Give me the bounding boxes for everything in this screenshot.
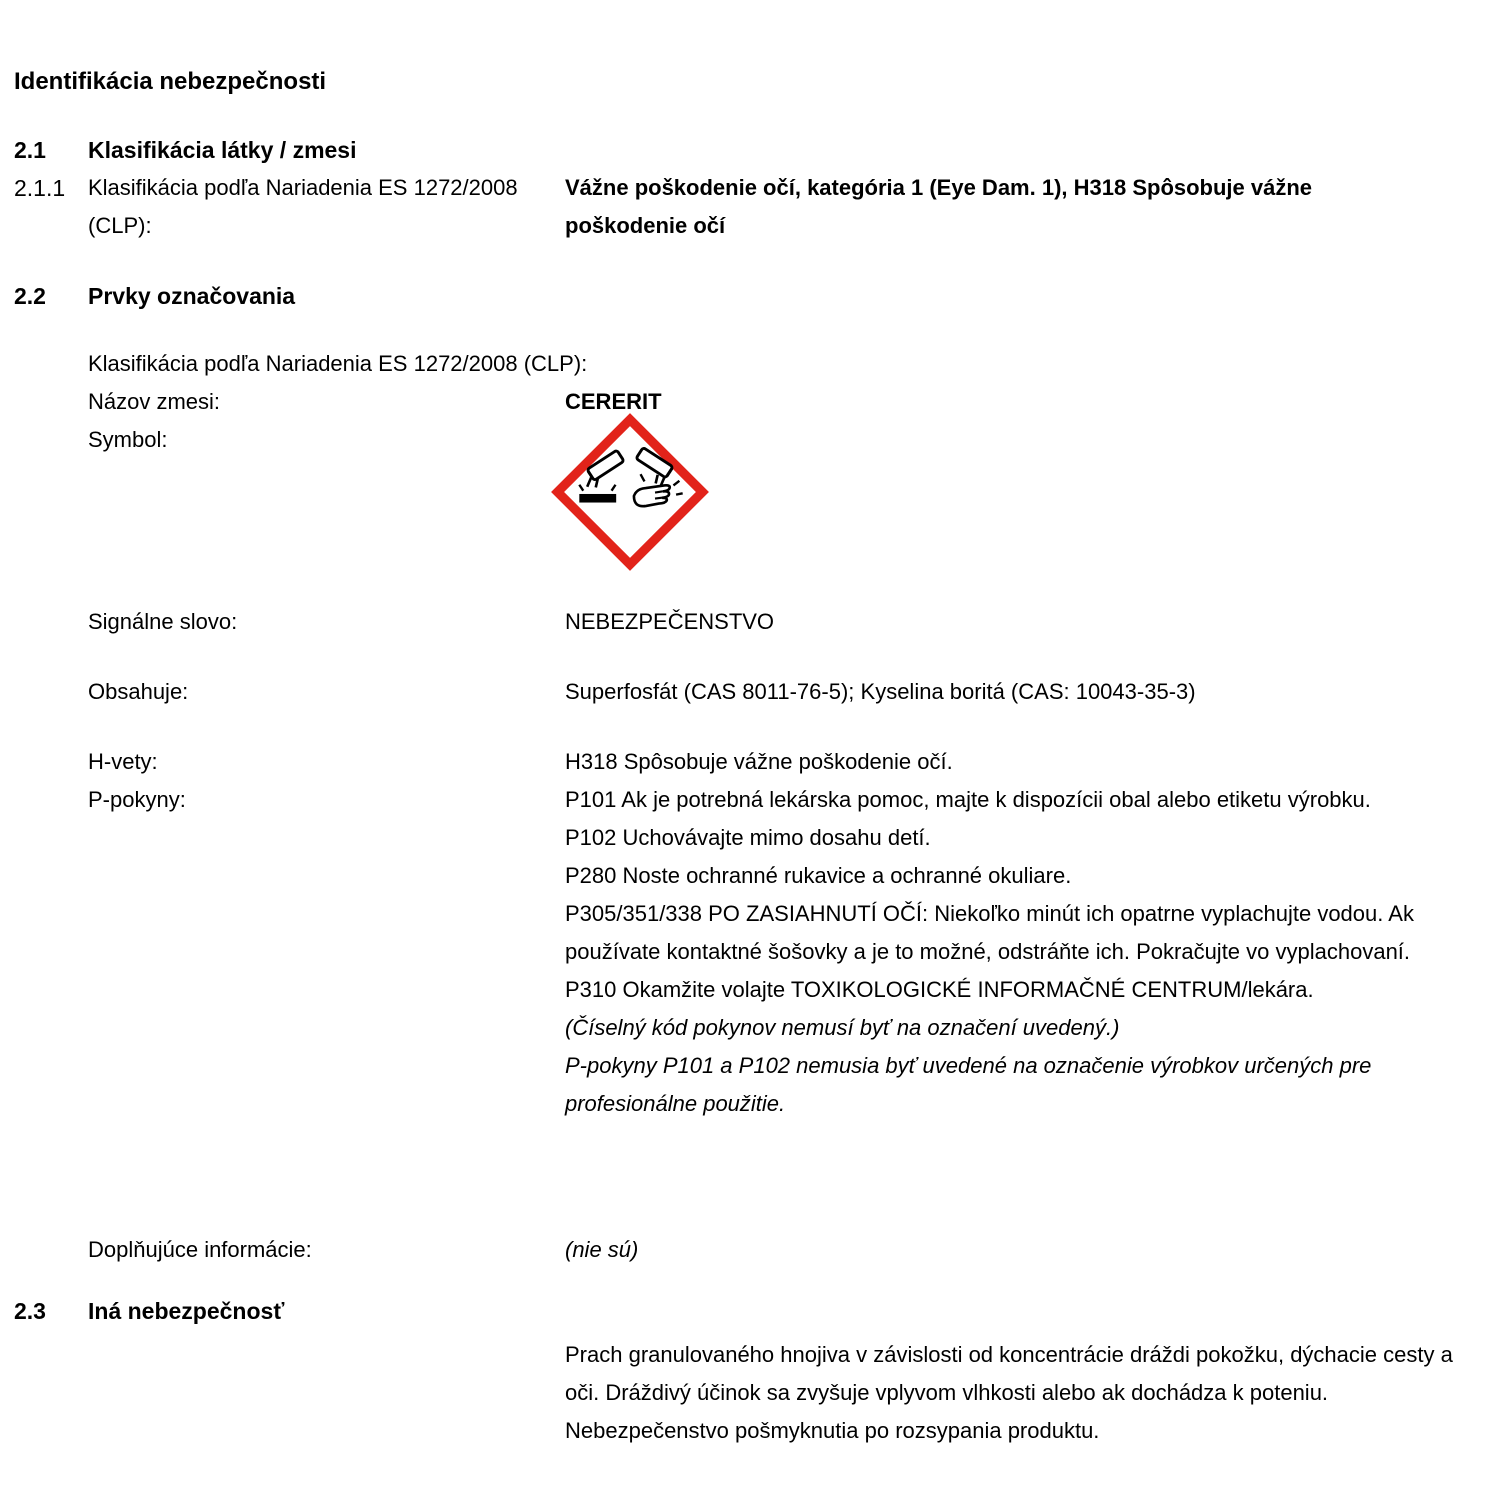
mixture-name-label: Názov zmesi:	[88, 389, 221, 414]
signal-word-value: NEBEZPEČENSTVO	[565, 609, 775, 634]
section-2-2-number: 2.2	[14, 283, 46, 309]
section-2-2-title: Prvky označovania	[88, 283, 296, 309]
mixture-name-value: CERERIT	[565, 389, 662, 414]
supplementary-info-label: Doplňujúce informácie:	[88, 1237, 312, 1262]
supplementary-info-value: (nie sú)	[565, 1237, 639, 1262]
clp-heading-line: Klasifikácia podľa Nariadenia ES 1272/2008 (CLP):	[88, 351, 588, 376]
p-statements-label: P-pokyny:	[88, 787, 186, 812]
p-statement-line: P102 Uchovávajte mimo dosahu detí.	[565, 825, 931, 850]
clp-classification-label: Klasifikácia podľa Nariadenia ES 1272/2008 (CLP):	[88, 175, 518, 238]
section-2-3-text: Prach granulovaného hnojiva v závislosti od koncentrácie dráždi pokožku, dýchacie cesty a oči. Dráždivý účinok sa zvyšuje vplyvom vlhkosti alebo ak dochádza k poteniu. Nebezpečenstvo pošmyknutia po rozsypania produktu.	[565, 1342, 1453, 1443]
section-2-1-1-number: 2.1.1	[14, 175, 66, 201]
clp-classification-value: Vážne poškodenie očí, kategória 1 (Eye Dam. 1), H318 Spôsobuje vážne poškodenie očí	[565, 175, 1313, 238]
p-statement-line: P280 Noste ochranné rukavice a ochranné okuliare.	[565, 863, 1072, 888]
symbol-label: Symbol:	[88, 427, 168, 452]
section-2-1-number: 2.1	[14, 137, 46, 163]
h-statements-label: H-vety:	[88, 749, 158, 774]
section-2-3-number: 2.3	[14, 1298, 46, 1324]
section-2-1-title: Klasifikácia látky / zmesi	[88, 137, 357, 163]
p-statement-line: (Číselný kód pokynov nemusí byť na označení uvedený.)	[565, 1015, 1120, 1040]
ghs05-corrosion-pictogram-icon	[551, 413, 709, 571]
contains-value: Superfosfát (CAS 8011-76-5); Kyselina boritá (CAS: 10043-35-3)	[565, 679, 1196, 704]
p-statement-line: P101 Ak je potrebná lekárska pomoc, majte k dispozícii obal alebo etiketu výrobku.	[565, 787, 1371, 812]
p-statement-line: P305/351/338 PO ZASIAHNUTÍ OČÍ: Niekoľko minút ich opatrne vyplachujte vodou. Ak používate kontaktné šošovky a je to možné, odstráňte ich. Pokračujte vo vyplachovaní.	[565, 901, 1414, 964]
p-statements-list	[565, 781, 1490, 1123]
section-2-3-title: Iná nebezpečnosť	[88, 1298, 285, 1324]
p-statement-line: P-pokyny P101 a P102 nemusia byť uvedené na označenie výrobkov určených pre profesionálne použitie.	[565, 1053, 1372, 1116]
h-statements-value: H318 Spôsobuje vážne poškodenie očí.	[565, 749, 953, 774]
signal-word-label: Signálne slovo:	[88, 609, 238, 634]
section-heading: Identifikácia nebezpečnosti	[14, 68, 327, 95]
contains-label: Obsahuje:	[88, 679, 189, 704]
p-statement-line: P310 Okamžite volajte TOXIKOLOGICKÉ INFORMAČNÉ CENTRUM/lekára.	[565, 977, 1314, 1002]
